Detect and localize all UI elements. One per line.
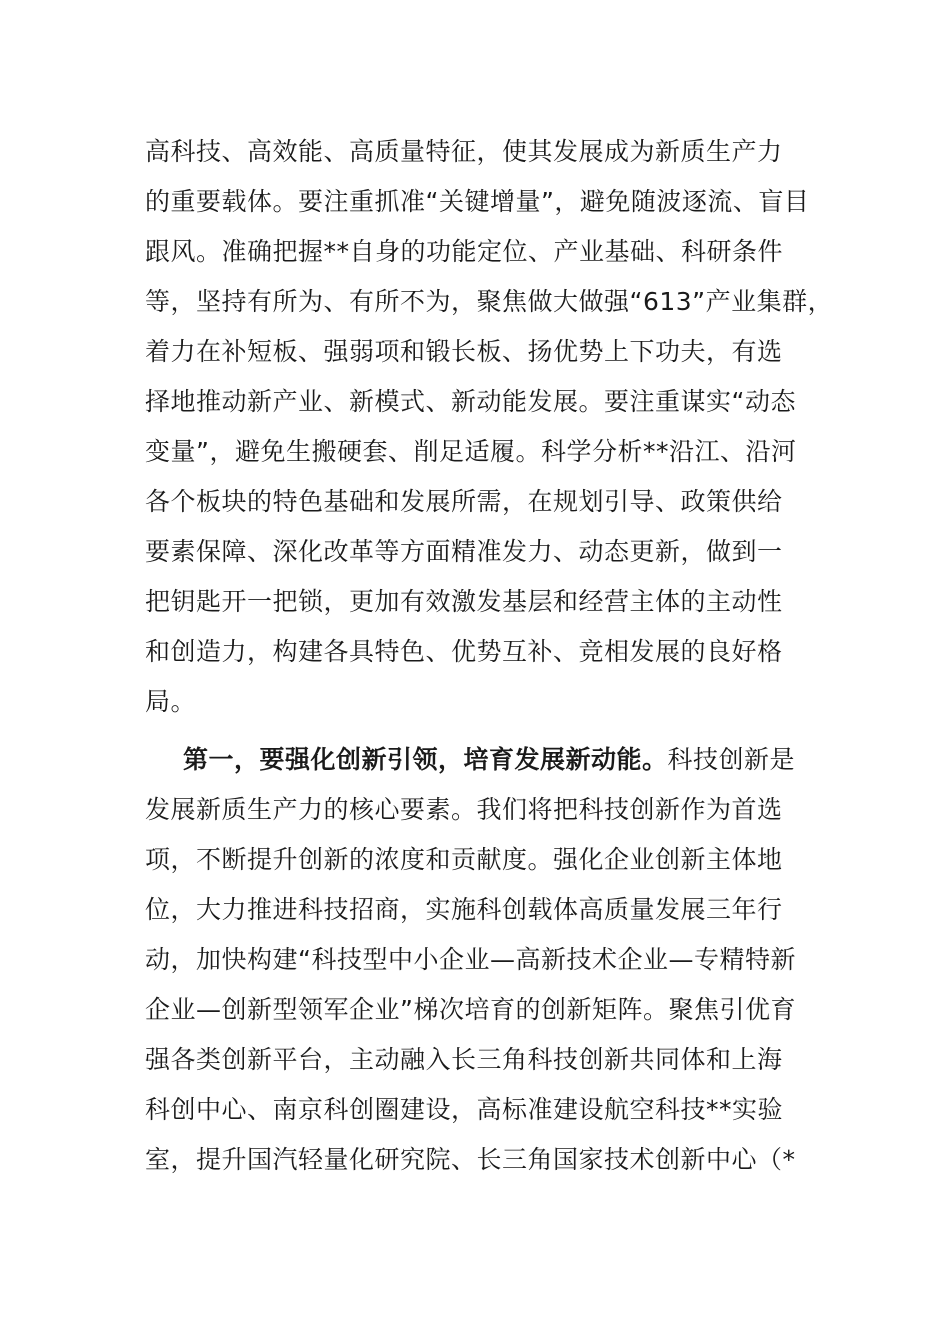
section-heading: 第一，要强化创新引领，培育发展新动能。: [183, 745, 668, 774]
text-line: 动，加快构建“科技型中小企业—高新技术企业—专精特新: [145, 945, 796, 974]
text-line: 企业—创新型领军企业”梯次培育的创新矩阵。聚焦引优育: [145, 995, 796, 1024]
text-line: 跟风。准确把握**自身的功能定位、产业基础、科研条件: [145, 237, 784, 266]
text-line: 各个板块的特色基础和发展所需，在规划引导、政策供给: [145, 487, 783, 516]
text-line: 等，坚持有所为、有所不为，聚焦做大做强“613”产业集群，: [145, 287, 834, 316]
text-run: 科技创新是: [667, 745, 796, 774]
text-line: 项，不断提升创新的浓度和贡献度。强化企业创新主体地: [145, 845, 783, 874]
text-line: 和创造力，构建各具特色、优势互补、竞相发展的良好格: [145, 637, 783, 666]
text-line: 变量”，避免生搬硬套、削足适履。科学分析**沿江、沿河: [145, 437, 797, 466]
paragraph-2: [145, 735, 835, 1185]
text-line: 强各类创新平台，主动融入长三角科技创新共同体和上海: [145, 1045, 783, 1074]
text-line: 要素保障、深化改革等方面精准发力、动态更新，做到一: [145, 537, 783, 566]
text-line: 择地推动新产业、新模式、新动能发展。要注重谋实“动态: [145, 387, 796, 416]
text-line: 局。: [145, 687, 197, 716]
text-line: 高科技、高效能、高质量特征，使其发展成为新质生产力: [145, 137, 783, 166]
paragraph-1: [145, 127, 835, 727]
text-line: 把钥匙开一把锁，更加有效激发基层和经营主体的主动性: [145, 587, 783, 616]
text-line: 位，大力推进科技招商，实施科创载体高质量发展三年行: [145, 895, 783, 924]
text-line: 室，提升国汽轻量化研究院、长三角国家技术创新中心（*: [145, 1145, 796, 1174]
text-line: 的重要载体。要注重抓准“关键增量”，避免随波逐流、盲目: [145, 187, 810, 216]
text-line: 发展新质生产力的核心要素。我们将把科技创新作为首选: [145, 795, 783, 824]
paragraph-first-line: [145, 735, 835, 785]
text-line: 着力在补短板、强弱项和锻长板、扬优势上下功夫，有选: [145, 337, 783, 366]
text-line: 科创中心、南京科创圈建设，高标准建设航空科技**实验: [145, 1095, 784, 1124]
